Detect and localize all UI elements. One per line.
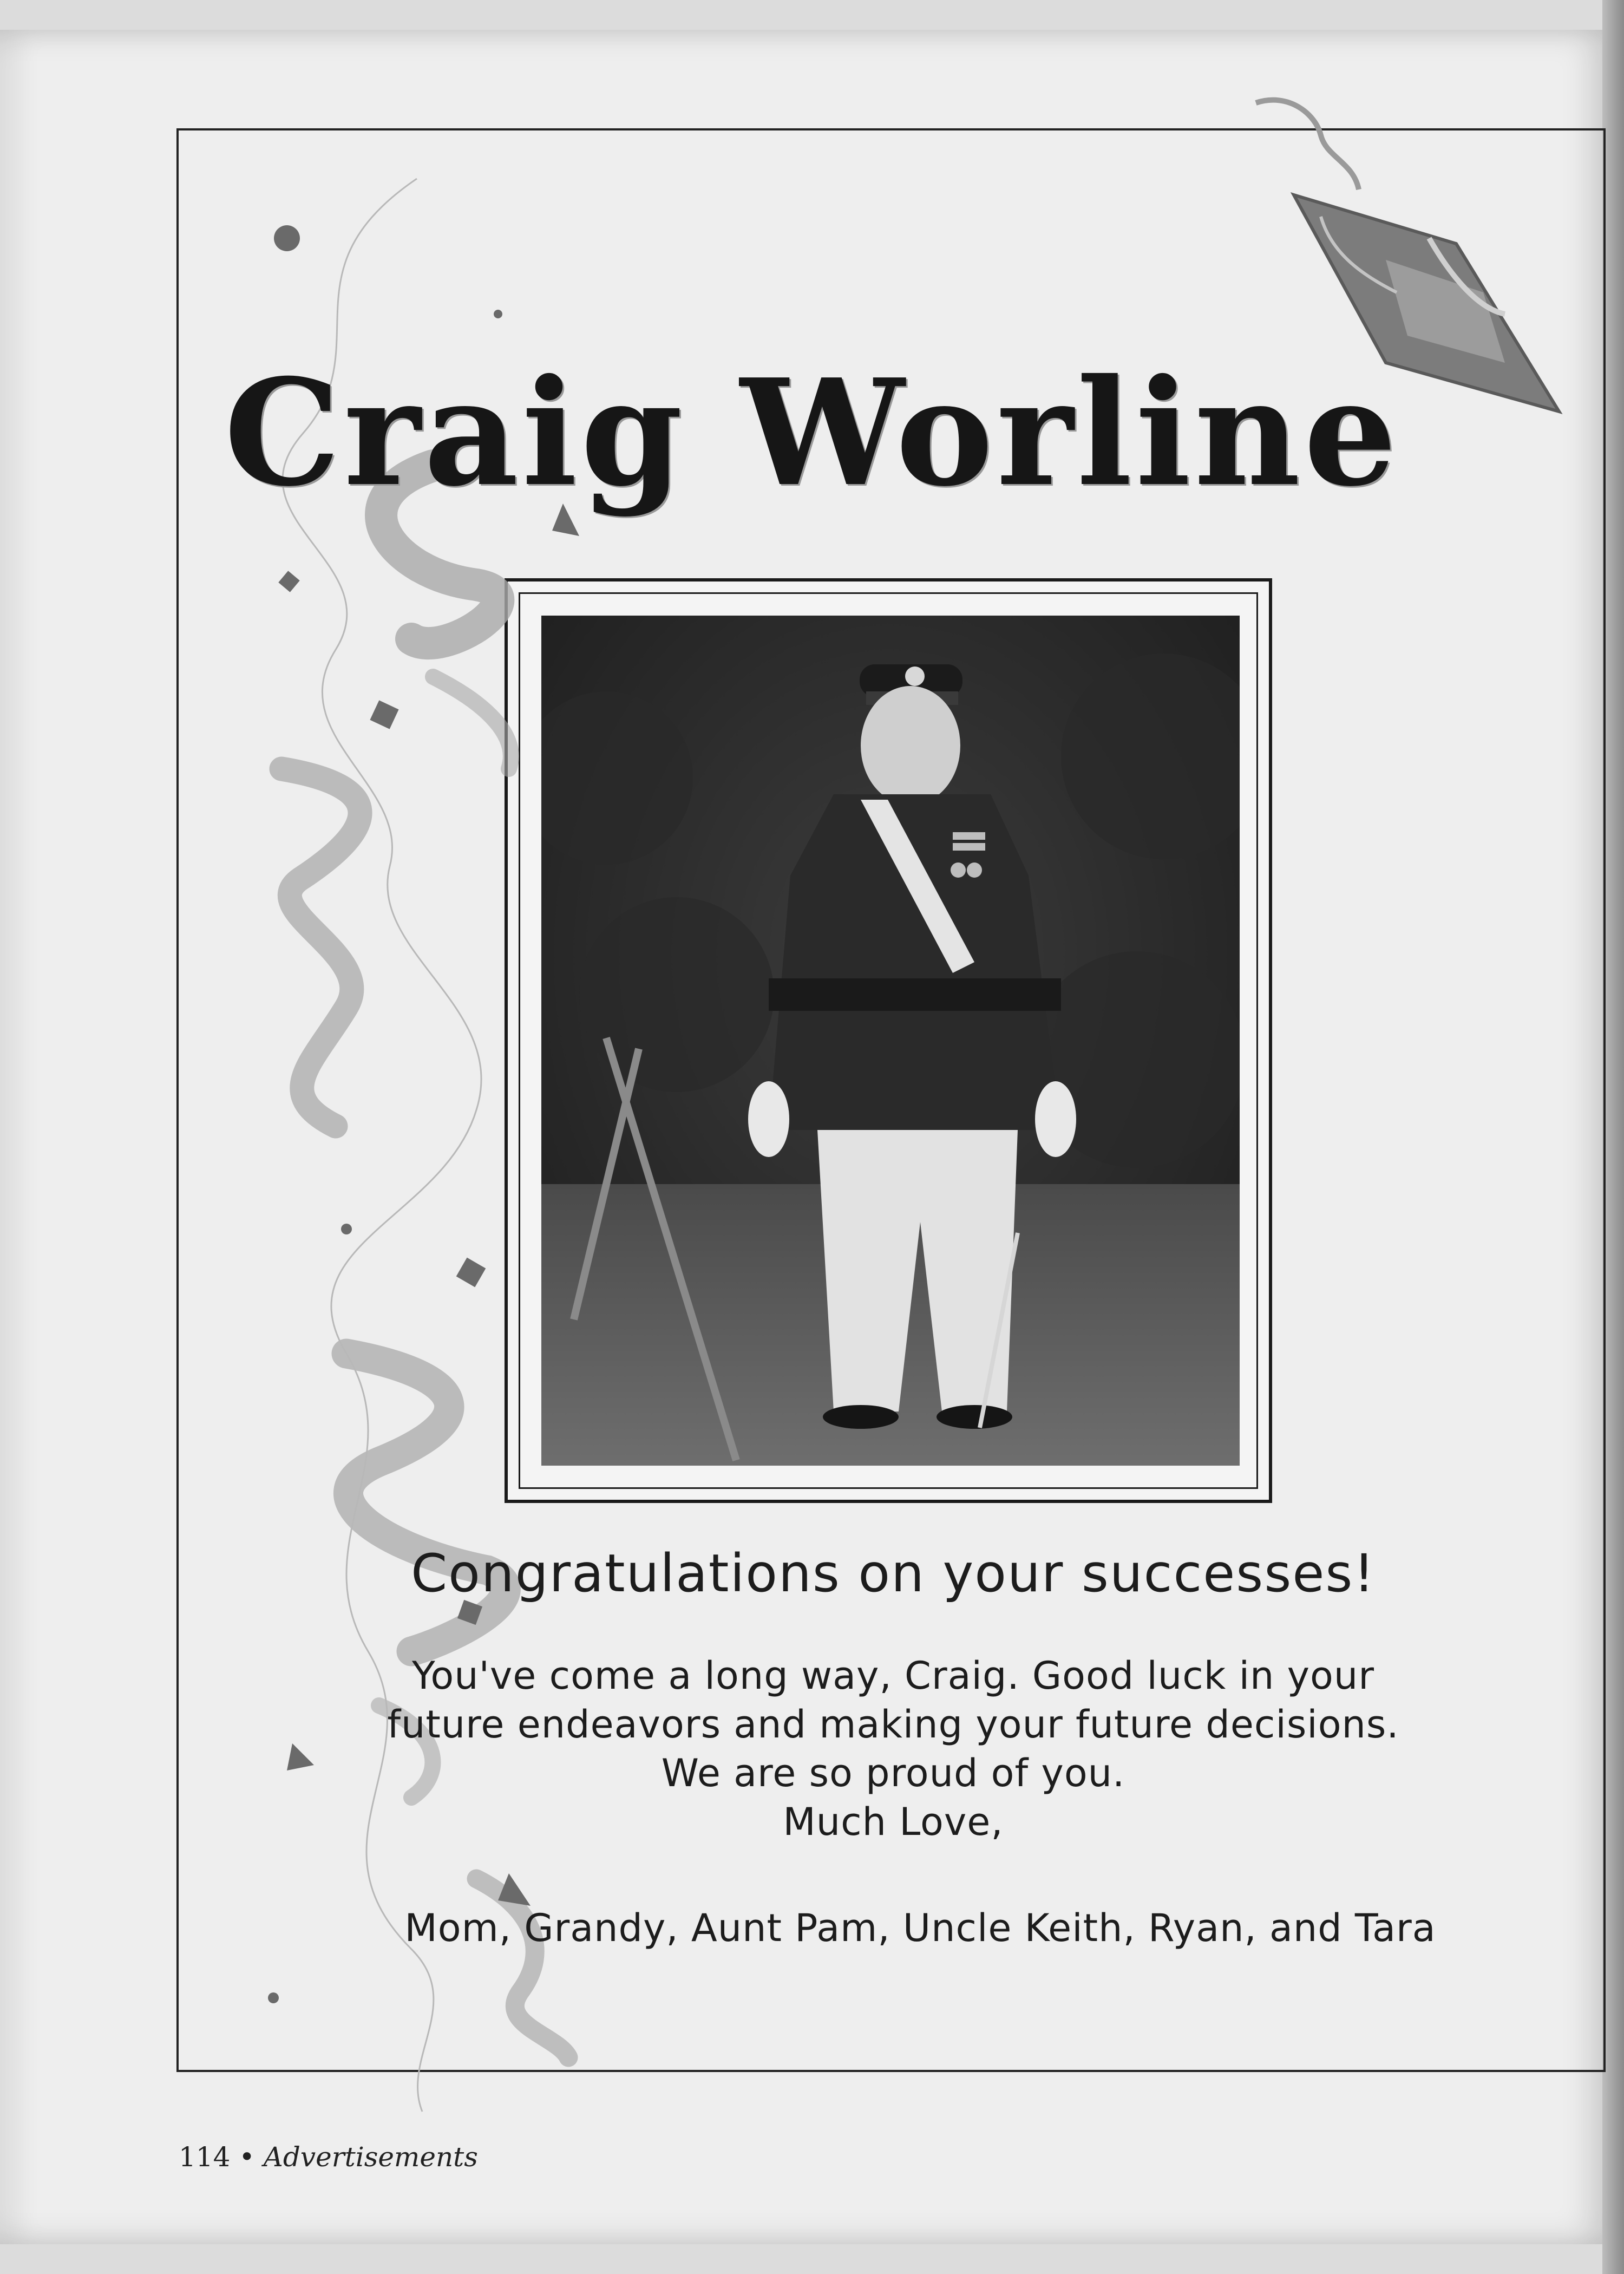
- message-line: You've come a long way, Craig. Good luck in your: [411, 1654, 1375, 1698]
- signers-line: Mom, Grandy, Aunt Pam, Uncle Keith, Ryan, and Tara: [404, 1906, 1436, 1950]
- graduate-photo: [541, 616, 1240, 1466]
- message-body: [379, 1651, 1407, 1846]
- message-line: Much Love,: [783, 1800, 1004, 1844]
- section-name: Advertisements: [263, 2141, 478, 2173]
- ad-title: Craig Worline: [224, 347, 1400, 519]
- footer-separator: •: [239, 2141, 255, 2173]
- page-edge: [1602, 0, 1624, 2274]
- page-number: 114: [179, 2141, 231, 2173]
- message-line: future endeavors and making your future decisions.: [387, 1702, 1399, 1747]
- message-line: We are so proud of you.: [661, 1751, 1125, 1795]
- congratulations-headline: Congratulations on your successes!: [411, 1543, 1376, 1604]
